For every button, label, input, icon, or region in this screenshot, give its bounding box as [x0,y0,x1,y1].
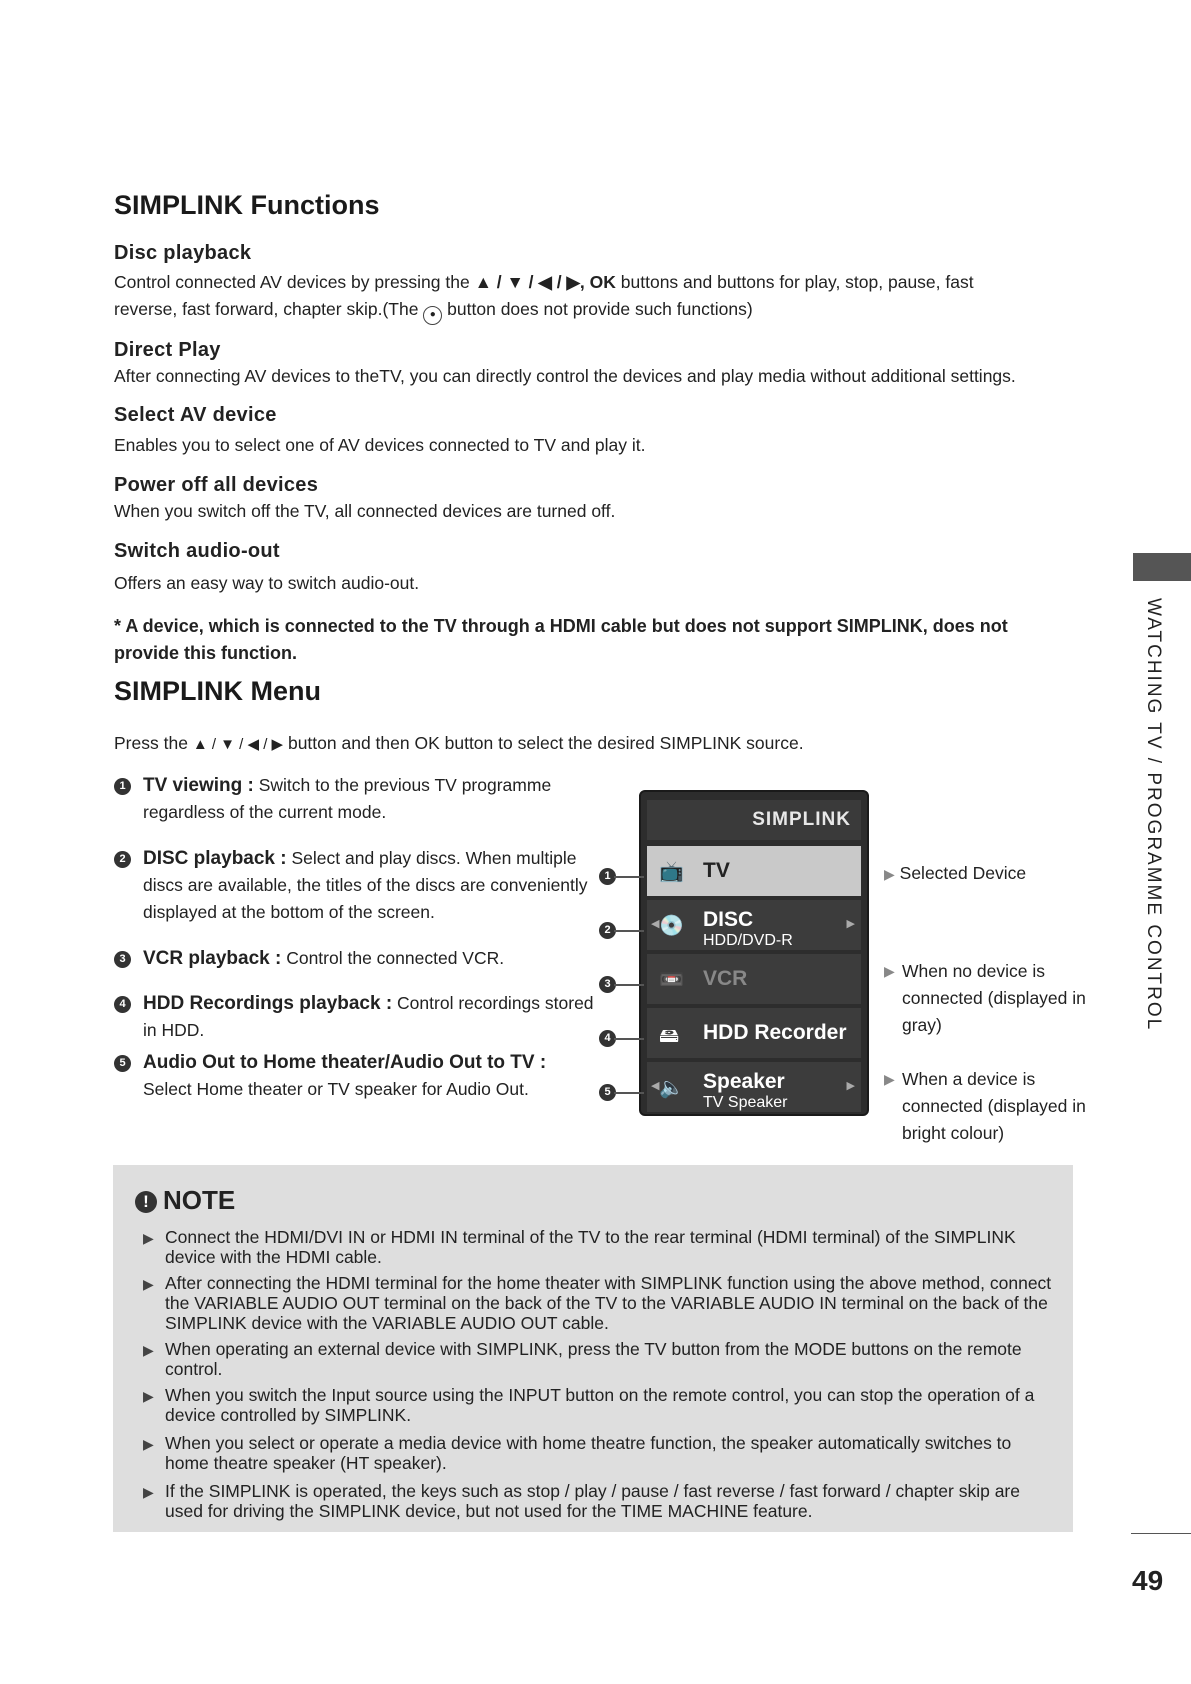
osd-row-vcr[interactable]: 📼 VCR [647,954,861,1004]
heading-disc-playback: Disc playback [114,242,252,264]
callout-3: 3 [599,976,616,993]
note-bullet: ▶ When operating an external device with SIMPLINK, press the TV button from the MODE buttons on the remote control. [143,1339,1022,1379]
bullet-icon: ▶ [143,1436,154,1452]
direct-play-text: After connecting AV devices to theTV, you can directly control the devices and play media without additional settings. [114,366,1016,386]
callout-line [614,984,644,986]
pointer-icon: ▶ [884,866,895,882]
section-title-menu: SIMPLINK Menu [114,676,321,706]
simplink-logo: SIMPLINK [647,800,861,840]
pointer-icon: ▶ [884,963,895,979]
note-bullet: ▶ When you switch the Input source using the INPUT button on the remote control, you can stop the operation of a device controlled by SIMPLINK. [143,1385,1035,1425]
list-item: 3 VCR playback : Control the connected VCR. [114,945,604,972]
note-title: ! NOTE [135,1185,235,1216]
annotation-device: ▶ When a device is connected (displayed in bright colour) [884,1066,1094,1147]
left-arrow-icon: ◀ [651,1080,660,1092]
switch-audio-text: Offers an easy way to switch audio-out. [114,573,420,593]
enter-button-icon: ● [423,306,442,325]
callout-line [614,1038,644,1040]
bullet-icon: ▶ [143,1230,154,1246]
list-item: 2 DISC playback : Select and play discs. When multiple discs are available, the titles of the discs are conveniently displayed at the bottom of the screen. [114,845,604,926]
exclamation-icon: ! [135,1191,157,1213]
section-title-functions: SIMPLINK Functions [114,190,380,220]
osd-row-tv[interactable]: 📺 TV [647,846,861,896]
callout-5: 5 [599,1084,616,1101]
note-bullet: ▶ When you select or operate a media device with home theatre function, the speaker automatically switches to home theatre speaker (HT speaker). [143,1433,1012,1473]
callout-2: 2 [599,922,616,939]
callout-line [614,930,644,932]
hdd-icon: 🖴 [659,1025,680,1047]
disc-icon: 💿 [659,915,684,937]
bullet-icon: ▶ [143,1342,154,1358]
note-box [113,1165,1073,1532]
osd-row-hdd[interactable]: 🖴 HDD Recorder [647,1008,861,1058]
speaker-icon: 🔈 [659,1077,684,1099]
bullet-icon: ▶ [143,1388,154,1404]
annotation-no-device: ▶ When no device is connected (displayed in gray) [884,958,1094,1039]
side-section-label: WATCHING TV / PROGRAMME CONTROL [1143,598,1164,1032]
bullet-icon: ▶ [143,1276,154,1292]
list-item: 1 TV viewing : Switch to the previous TV programme regardless of the current mode. [114,772,604,826]
disc-playback-text: Control connected AV devices by pressing the ▲ / ▼ / ◀ / ▶, OK buttons and buttons for play, stop, pause, fast reverse, fast forward, chapter skip.(The ● button does not provide such functions) [114,269,1064,325]
note-bullet: ▶ After connecting the HDMI terminal for the home theater with SIMPLINK function using the above method, connect the VARIABLE AUDIO OUT terminal on the back of the TV to the VARIABLE AUDIO IN terminal on the back of the SIMPLINK device with the VARIABLE AUDIO OUT cable. [143,1273,1052,1333]
note-bullet: ▶ Connect the HDMI/DVI IN or HDMI IN terminal of the TV to the rear terminal (HDMI terminal) of the SIMPLINK device with the HDMI cable. [143,1227,1016,1267]
list-item: 5 Audio Out to Home theater/Audio Out to TV : Select Home theater or TV speaker for Audio Out. [114,1049,604,1103]
annotation-selected: ▶ Selected Device [884,863,1027,883]
list-item: 4 HDD Recordings playback : Control recordings stored in HDD. [114,990,604,1044]
pointer-icon: ▶ [884,1071,895,1087]
heading-select-av: Select AV device [114,404,277,426]
callout-line [614,1092,644,1094]
vcr-icon: 📼 [659,969,684,991]
page-divider [1131,1533,1191,1534]
select-av-text: Enables you to select one of AV devices connected to TV and play it. [114,435,646,455]
menu-intro: Press the ▲ / ▼ / ◀ / ▶ button and then OK button to select the desired SIMPLINK source. [114,733,804,753]
tv-icon: 📺 [659,861,684,883]
right-arrow-icon: ▶ [846,1080,855,1092]
simplink-osd-menu [639,790,869,1116]
callout-4: 4 [599,1030,616,1047]
bullet-icon: ▶ [143,1484,154,1500]
heading-switch-audio: Switch audio-out [114,540,280,562]
osd-row-disc[interactable]: ◀ 💿 DISC HDD/DVD-R ▶ [647,900,861,950]
page-number: 49 [1132,1565,1164,1596]
note-bullet: ▶ If the SIMPLINK is operated, the keys such as stop / play / pause / fast reverse / fast forward / chapter skip are used for driving the SIMPLINK device, but not used for the TIME MACHINE feature. [143,1481,1020,1521]
osd-row-speaker[interactable]: ◀ 🔈 Speaker TV Speaker ▶ [647,1062,861,1112]
side-tab-marker [1133,553,1191,581]
heading-power-off: Power off all devices [114,474,319,496]
power-off-text: When you switch off the TV, all connected devices are turned off. [114,501,616,521]
callout-1: 1 [599,868,616,885]
heading-direct-play: Direct Play [114,339,221,361]
hdmi-warning: * A device, which is connected to the TV through a HDMI cable but does not support SIMPLINK, does not provide this function. [114,616,1008,663]
callout-line [614,876,644,878]
left-arrow-icon: ◀ [651,918,660,930]
right-arrow-icon: ▶ [846,918,855,930]
